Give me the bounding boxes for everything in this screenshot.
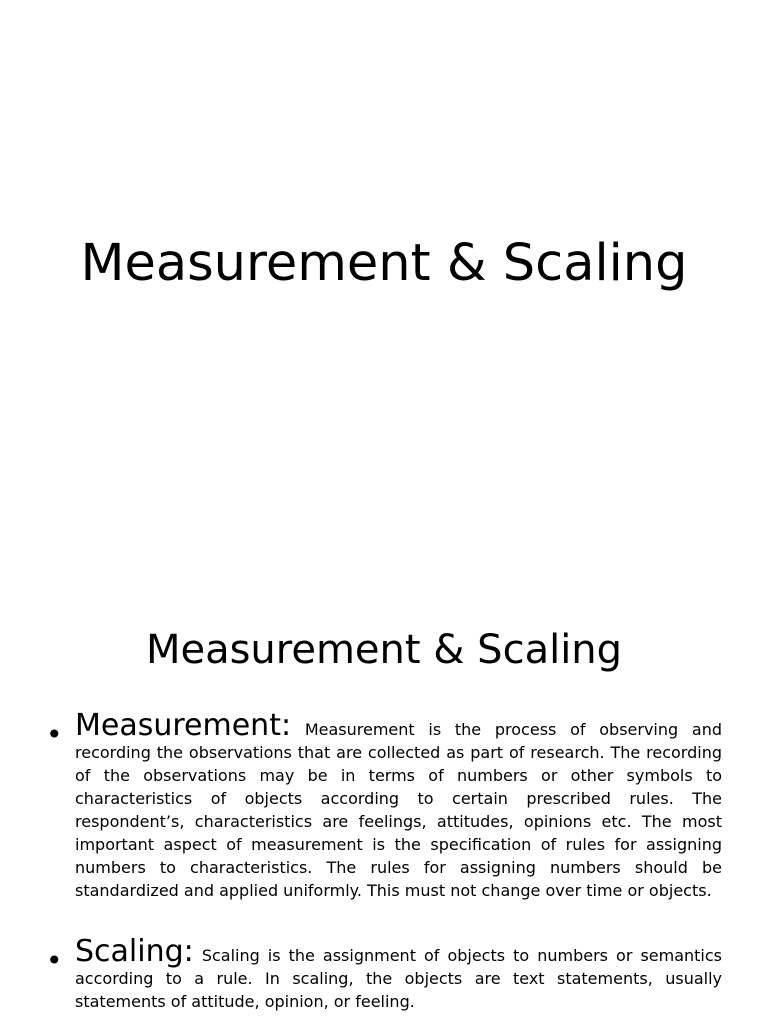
- bullet-list: [46, 708, 723, 1024]
- slide-2: [0, 576, 768, 1024]
- slide-1-title: Measurement & Scaling: [80, 234, 688, 293]
- bullet-dot-icon: •: [46, 944, 63, 977]
- bullet-term: Scaling:: [75, 934, 194, 969]
- bullet-scaling: [46, 934, 723, 1013]
- bullet-description: Scaling is the assignment of objects to numbers or semantics according to a rule. In scaling, the objects are text statements, usually statements of attitude, opinion, or feeling.: [75, 946, 723, 1011]
- bullet-term: Measurement:: [75, 708, 292, 743]
- slide-2-title: Measurement & Scaling: [145, 627, 623, 673]
- bullet-description: Measurement is the process of observing and recording the observations that are collected as part of research. The recording of the observations may be in terms of numbers or other symbols to characteristics of objects according to certain prescribed rules. The respondent’s, characteristics are feelings, attitudes, opinions etc. The most important aspect of measurement is the specification of rules for assigning numbers to characteristics. The rules for assigning numbers should be standardized and applied uniformly. This must not change over time or objects.: [75, 720, 722, 900]
- bullet-measurement: [46, 708, 722, 902]
- bullet-dot-icon: •: [46, 718, 63, 751]
